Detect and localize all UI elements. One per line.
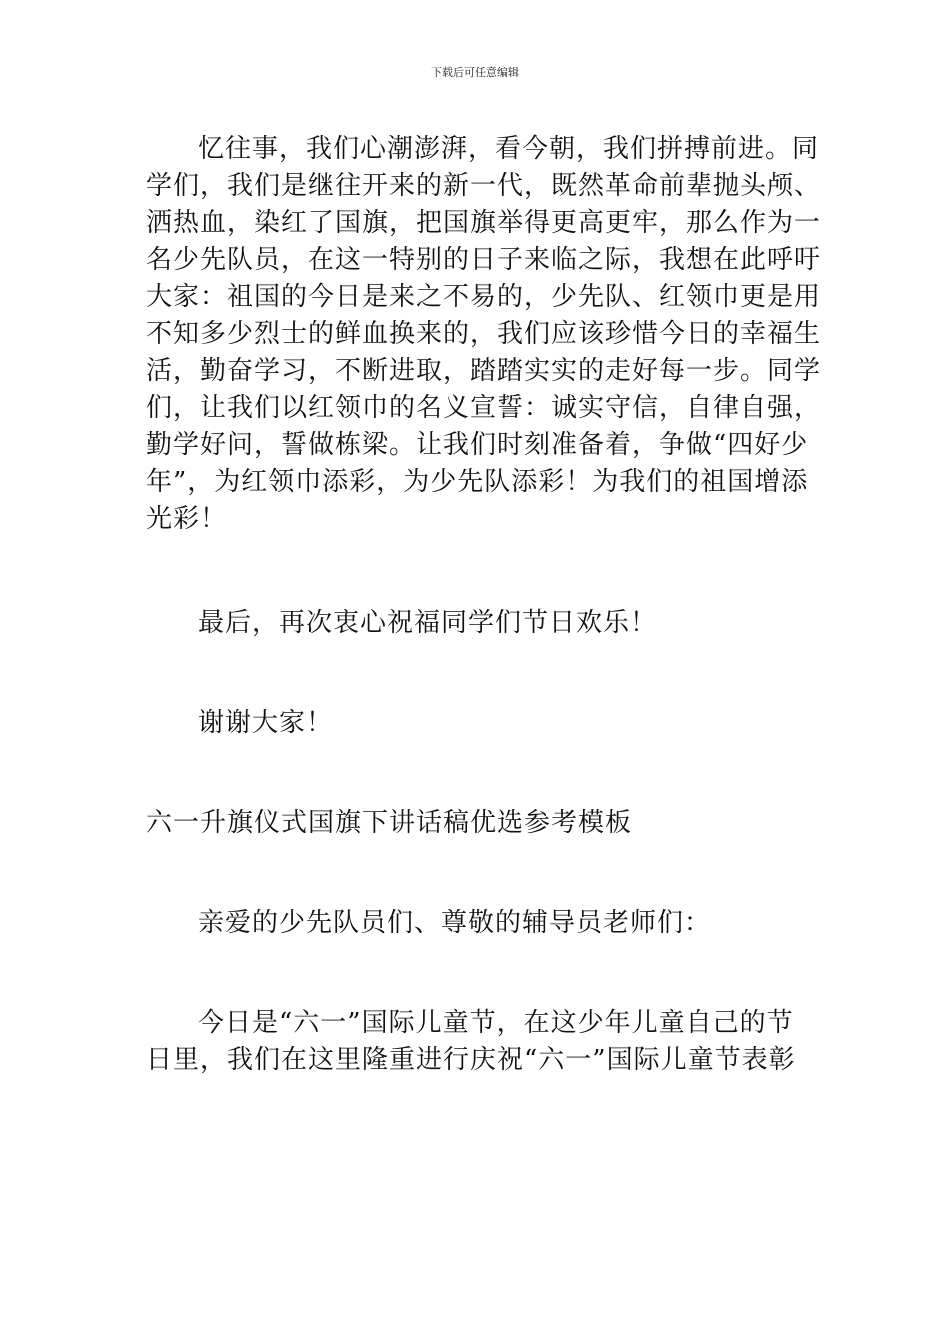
greeting-line: 亲爱的少先队员们、尊敬的辅导员老师们： <box>198 908 712 938</box>
paragraph-gap <box>146 942 808 1005</box>
paragraph-thanks: 谢谢大家！ <box>198 708 334 738</box>
paragraph-intro <box>146 1005 808 1079</box>
text-line: 勤学好问，誓做栋梁。让我们时刻准备着，争做“四好少 <box>146 430 809 460</box>
section-title: 六一升旗仪式国旗下讲话稿优选参考模板 <box>146 808 633 838</box>
text-line: 活，勤奋学习，不断进取，踏踏实实的走好每一步。同学 <box>146 356 822 386</box>
text-line: 忆往事，我们心潮澎湃，看今朝，我们拼搏前进。同 <box>198 134 820 164</box>
document-body <box>146 131 822 1079</box>
text-line: 大家：祖国的今日是来之不易的，少先队、红领巾更是用 <box>146 282 822 312</box>
text-line: 不知多少烈士的鲜血换来的，我们应该珍惜今日的幸福生 <box>146 319 822 349</box>
page-header-note: 下载后可任意编辑 <box>431 66 519 79</box>
text-line: 们，让我们以红领巾的名义宣誓：诚实守信，自律自强， <box>146 393 822 423</box>
paragraph-blessing: 最后，再次衷心祝福同学们节日欢乐！ <box>198 608 658 638</box>
text-line: 名少先队员，在这一特别的日子来临之际，我想在此呼吁 <box>146 245 822 275</box>
text-line: 日里，我们在这里隆重进行庆祝“六一”国际儿童节表彰 <box>146 1045 796 1075</box>
text-line: 洒热血，染红了国旗，把国旗举得更高更牢，那么作为一 <box>146 208 822 238</box>
text-line: 学们，我们是继往开来的新一代，既然革命前辈抛头颅、 <box>146 171 822 201</box>
paragraph-gap <box>146 842 808 905</box>
paragraph-closing-appeal <box>146 131 822 538</box>
paragraph-gap <box>146 742 808 805</box>
text-line: 今日是“六一”国际儿童节，在这少年儿童自己的节 <box>198 1008 794 1038</box>
text-line: 年”，为红领巾添彩，为少先队添彩！为我们的祖国增添 <box>146 467 809 497</box>
text-line: 光彩！ <box>146 504 228 534</box>
paragraph-gap <box>146 642 808 705</box>
paragraph-gap <box>146 538 808 605</box>
